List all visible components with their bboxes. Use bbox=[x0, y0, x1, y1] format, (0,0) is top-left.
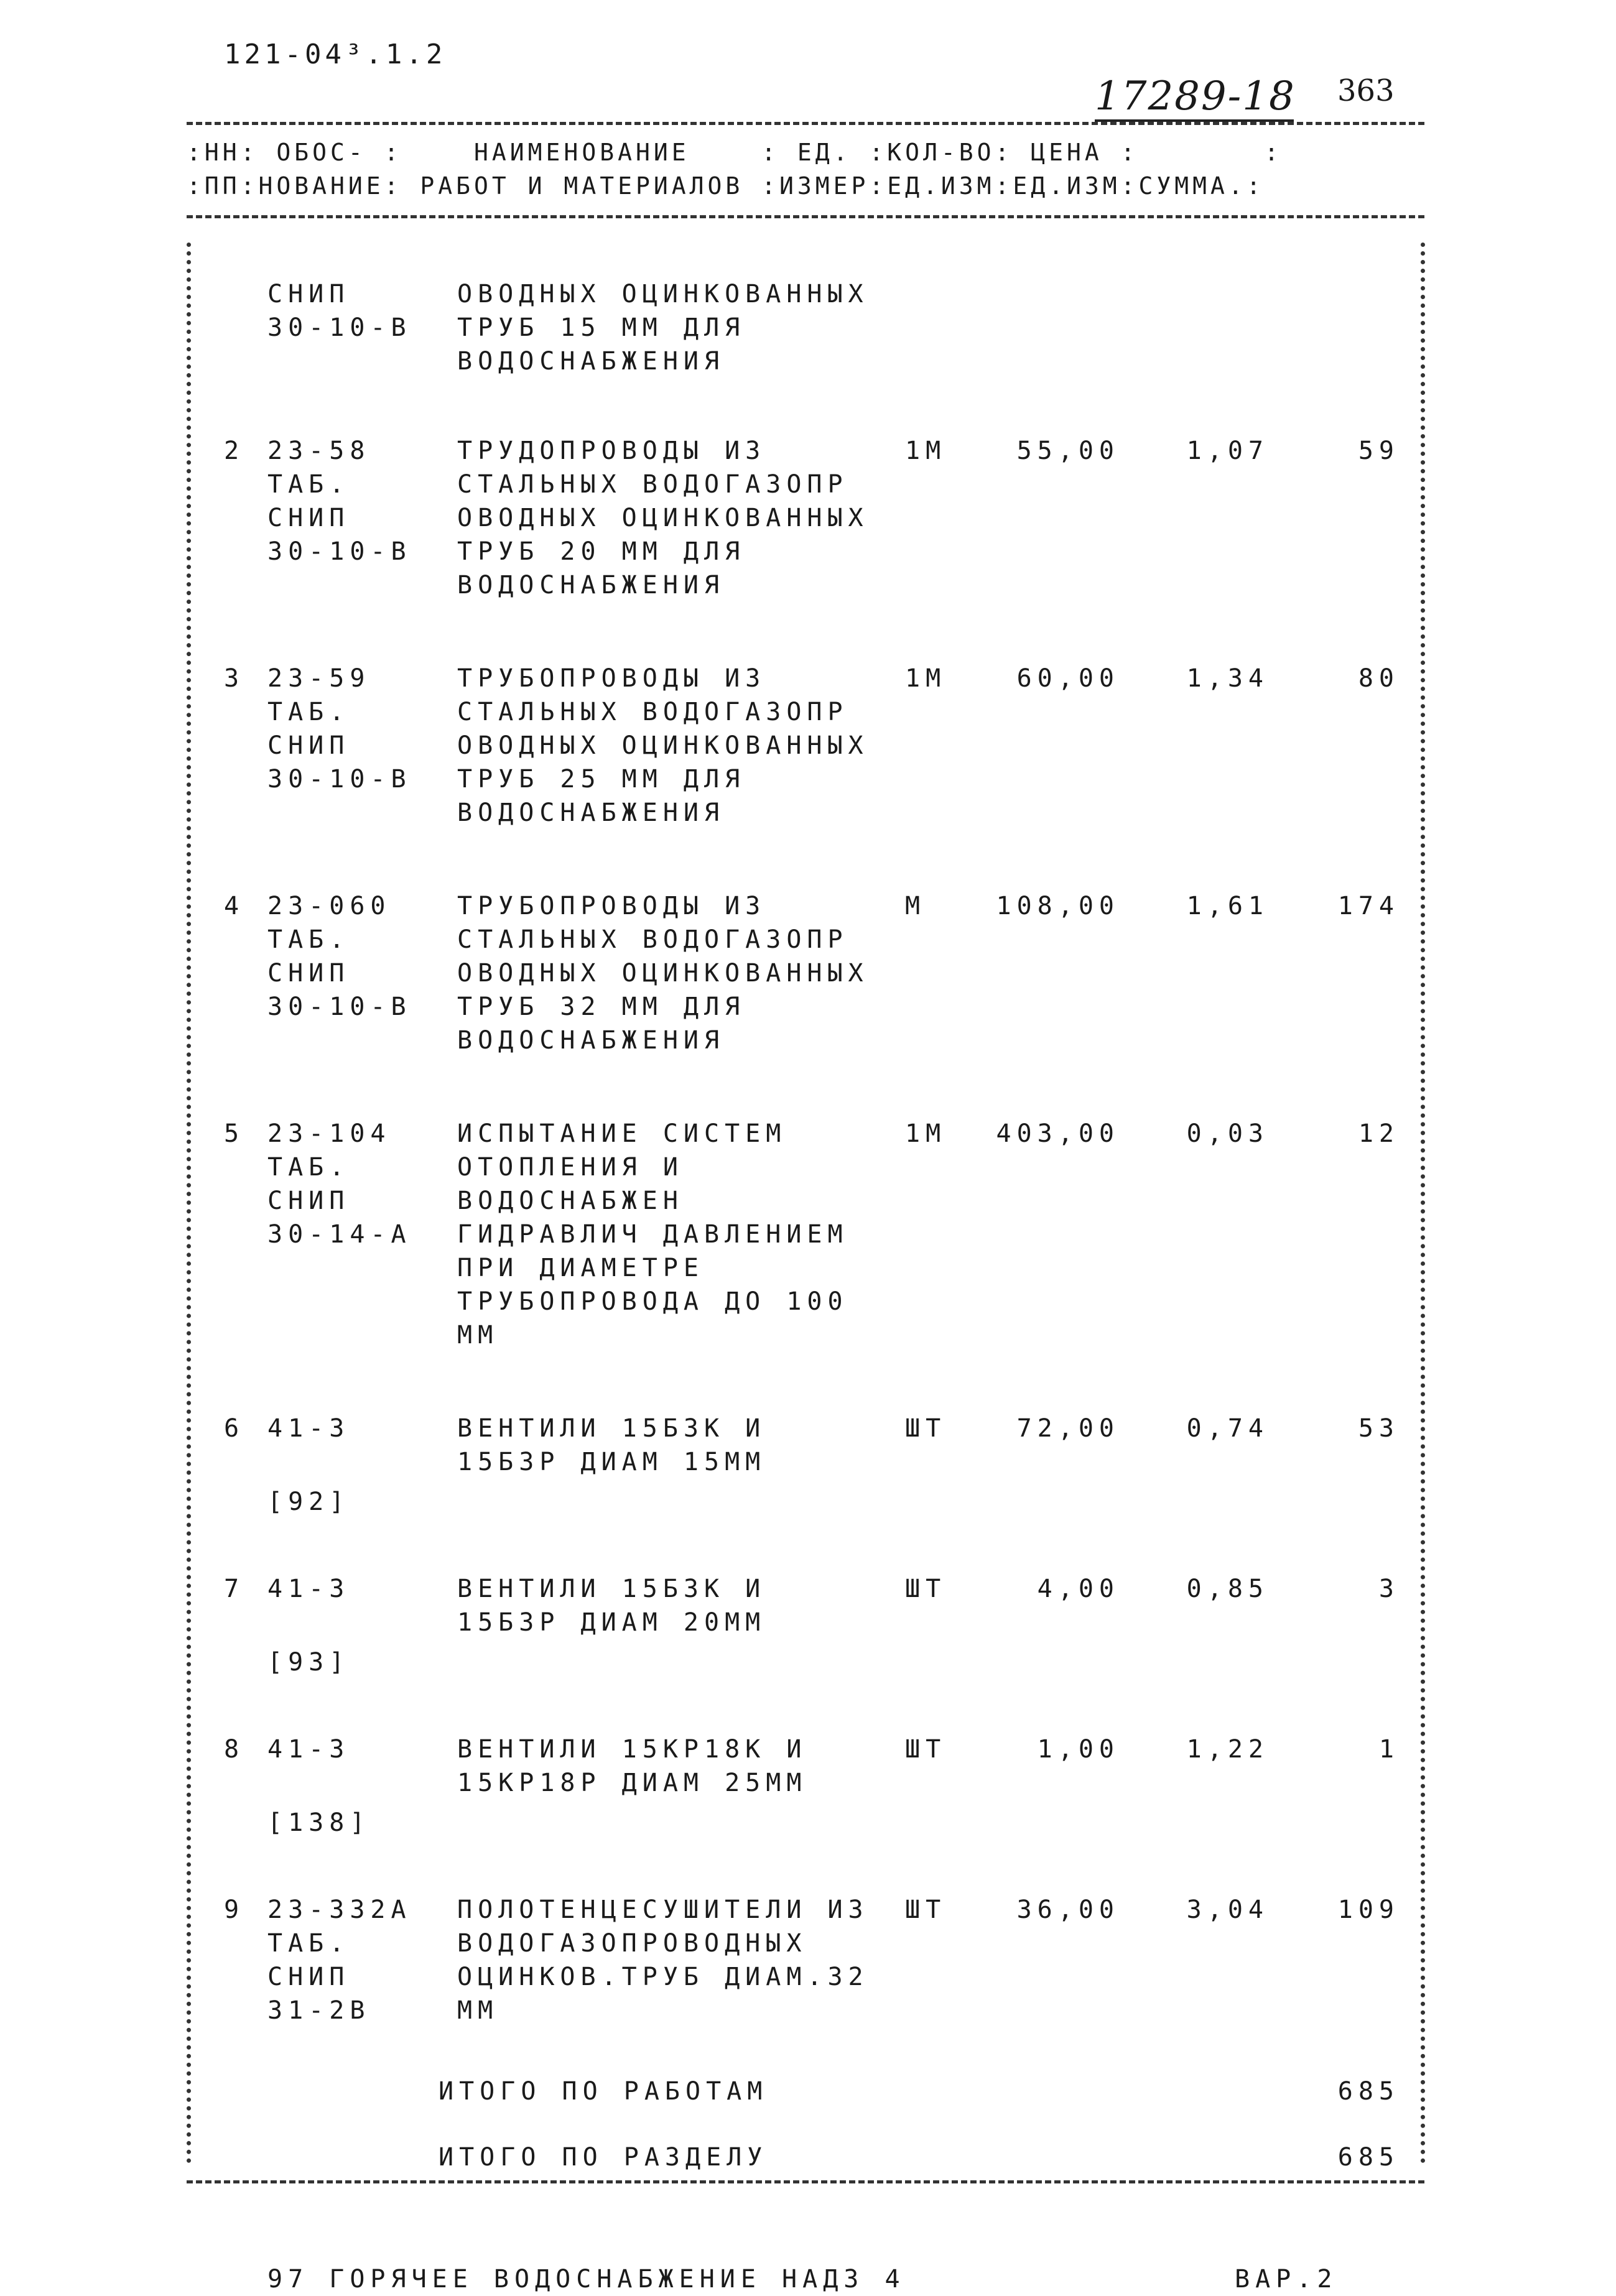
total-label: ИТОГО ПО РАЗДЕЛУ bbox=[439, 2143, 768, 2172]
row-number: 3 bbox=[224, 664, 245, 693]
header-line-1: :НН: ОБОС- : НАИМЕНОВАНИЕ : ЕД. :КОЛ-ВО: ЦЕНА : : bbox=[187, 139, 1283, 166]
basis-line: СНИП bbox=[267, 1963, 350, 1991]
price-cell: 1,61 bbox=[1186, 892, 1269, 920]
page-number: 363 bbox=[1337, 73, 1395, 108]
row-number: 8 bbox=[224, 1735, 245, 1764]
section-title: 97 ГОРЯЧЕЕ ВОДОСНАБЖЕНИЕ НАДЗ 4 bbox=[267, 2265, 906, 2294]
name-line: ПОЛОТЕНЦЕСУШИТЕЛИ ИЗ bbox=[457, 1896, 869, 1924]
basis-line: [138] bbox=[267, 1808, 371, 1837]
document-code: 121-04³.1.2 bbox=[224, 39, 447, 70]
name-line: ВОДОСНАБЖЕНИЯ bbox=[457, 347, 725, 376]
basis-line: 23-58 bbox=[267, 437, 371, 465]
name-line: ВОДОСНАБЖЕН bbox=[457, 1187, 684, 1215]
row-number: 6 bbox=[224, 1414, 245, 1443]
basis-line: СНИП bbox=[267, 280, 350, 308]
price-cell: 1,22 bbox=[1186, 1735, 1269, 1764]
name-line: ОЦИНКОВ.ТРУБ ДИАМ.32 bbox=[457, 1963, 869, 1991]
left-border bbox=[187, 243, 191, 2164]
section-variant: ВАР.2 bbox=[1235, 2265, 1338, 2294]
name-line: ОВОДНЫХ ОЦИНКОВАННЫХ bbox=[457, 504, 869, 532]
name-line: ОТОПЛЕНИЯ И bbox=[457, 1153, 684, 1182]
unit-cell: ШТ bbox=[905, 1896, 947, 1924]
sum-cell: 59 bbox=[1358, 437, 1400, 465]
name-line: 15Б3Р ДИАМ 20ММ bbox=[457, 1608, 766, 1637]
basis-line: 23-59 bbox=[267, 664, 371, 693]
quantity-cell: 108,00 bbox=[996, 892, 1120, 920]
sum-cell: 53 bbox=[1358, 1414, 1400, 1443]
name-line: ВОДОСНАБЖЕНИЯ bbox=[457, 571, 725, 599]
total-label: ИТОГО ПО РАБОТАМ bbox=[439, 2077, 768, 2106]
row-number: 5 bbox=[224, 1119, 245, 1148]
basis-line: 41-3 bbox=[267, 1735, 350, 1764]
name-line: ВЕНТИЛИ 15Б3К И bbox=[457, 1575, 766, 1603]
name-line: ОВОДНЫХ ОЦИНКОВАННЫХ bbox=[457, 959, 869, 988]
basis-line: 41-3 bbox=[267, 1575, 350, 1603]
total-value: 685 bbox=[1337, 2077, 1400, 2106]
row-number: 7 bbox=[224, 1575, 245, 1603]
price-cell: 0,74 bbox=[1186, 1414, 1269, 1443]
row-number: 2 bbox=[224, 437, 245, 465]
name-line: СТАЛЬНЫХ ВОДОГАЗОПР bbox=[457, 925, 848, 954]
footer-rule bbox=[187, 2180, 1424, 2183]
name-line: СТАЛЬНЫХ ВОДОГАЗОПР bbox=[457, 470, 848, 499]
name-line: ТРУБ 25 ММ ДЛЯ bbox=[457, 765, 746, 794]
basis-line: 30-10-В bbox=[267, 537, 412, 566]
unit-cell: 1М bbox=[905, 1119, 947, 1148]
basis-line: СНИП bbox=[267, 504, 350, 532]
basis-line: ТАБ. bbox=[267, 698, 350, 726]
name-line: ММ bbox=[457, 1321, 499, 1349]
basis-line: 23-104 bbox=[267, 1119, 391, 1148]
unit-cell: ШТ bbox=[905, 1575, 947, 1603]
header-line-2: :ПП:НОВАНИЕ: РАБОТ И МАТЕРИАЛОВ :ИЗМЕР:ЕД.ИЗМ:ЕД.ИЗМ:СУММА.: bbox=[187, 172, 1265, 200]
name-line: ММ bbox=[457, 1996, 499, 2025]
name-line: ТРУБ 20 ММ ДЛЯ bbox=[457, 537, 746, 566]
sum-cell: 3 bbox=[1378, 1575, 1400, 1603]
name-line: ТРУБОПРОВОДЫ ИЗ bbox=[457, 892, 766, 920]
basis-line: ТАБ. bbox=[267, 1929, 350, 1958]
basis-line: 31-2В bbox=[267, 1996, 371, 2025]
quantity-cell: 36,00 bbox=[1016, 1896, 1120, 1924]
basis-line: [92] bbox=[267, 1488, 350, 1516]
sum-cell: 80 bbox=[1358, 664, 1400, 693]
header-bottom-rule bbox=[187, 215, 1424, 218]
basis-line: 30-10-В bbox=[267, 993, 412, 1021]
header-top-rule bbox=[187, 122, 1424, 125]
name-line: ИСПЫТАНИЕ СИСТЕМ bbox=[457, 1119, 787, 1148]
quantity-cell: 55,00 bbox=[1016, 437, 1120, 465]
handwritten-number: 17289-18 bbox=[1095, 73, 1296, 119]
name-line: ТРУБ 15 ММ ДЛЯ bbox=[457, 313, 746, 342]
name-line: 15КР18Р ДИАМ 25ММ bbox=[457, 1769, 807, 1797]
basis-line: 30-14-А bbox=[267, 1220, 412, 1249]
name-line: ТРУДОПРОВОДЫ ИЗ bbox=[457, 437, 766, 465]
row-number: 4 bbox=[224, 892, 245, 920]
unit-cell: ШТ bbox=[905, 1414, 947, 1443]
name-line: СТАЛЬНЫХ ВОДОГАЗОПР bbox=[457, 698, 848, 726]
quantity-cell: 60,00 bbox=[1016, 664, 1120, 693]
basis-line: 23-332А bbox=[267, 1896, 412, 1924]
quantity-cell: 4,00 bbox=[1037, 1575, 1120, 1603]
total-value: 685 bbox=[1337, 2143, 1400, 2172]
basis-line: [93] bbox=[267, 1648, 350, 1677]
price-cell: 0,85 bbox=[1186, 1575, 1269, 1603]
basis-line: ТАБ. bbox=[267, 470, 350, 499]
basis-line: ТАБ. bbox=[267, 925, 350, 954]
name-line: ВЕНТИЛИ 15КР18К И bbox=[457, 1735, 807, 1764]
right-border bbox=[1421, 243, 1425, 2164]
basis-line: СНИП bbox=[267, 1187, 350, 1215]
price-cell: 1,34 bbox=[1186, 664, 1269, 693]
name-line: ОВОДНЫХ ОЦИНКОВАННЫХ bbox=[457, 280, 869, 308]
quantity-cell: 403,00 bbox=[996, 1119, 1120, 1148]
unit-cell: ШТ bbox=[905, 1735, 947, 1764]
quantity-cell: 72,00 bbox=[1016, 1414, 1120, 1443]
basis-line: ТАБ. bbox=[267, 1153, 350, 1182]
quantity-cell: 1,00 bbox=[1037, 1735, 1120, 1764]
name-line: ВОДОСНАБЖЕНИЯ bbox=[457, 799, 725, 827]
price-cell: 1,07 bbox=[1186, 437, 1269, 465]
row-number: 9 bbox=[224, 1896, 245, 1924]
sum-cell: 1 bbox=[1378, 1735, 1400, 1764]
name-line: ВОДОСНАБЖЕНИЯ bbox=[457, 1026, 725, 1055]
basis-line: 30-10-В bbox=[267, 765, 412, 794]
name-line: ТРУБОПРОВОДА ДО 100 bbox=[457, 1287, 848, 1316]
name-line: ВЕНТИЛИ 15Б3К И bbox=[457, 1414, 766, 1443]
basis-line: 23-060 bbox=[267, 892, 391, 920]
sum-cell: 12 bbox=[1358, 1119, 1400, 1148]
name-line: ГИДРАВЛИЧ ДАВЛЕНИЕМ bbox=[457, 1220, 848, 1249]
name-line: ТРУБ 32 ММ ДЛЯ bbox=[457, 993, 746, 1021]
unit-cell: М bbox=[905, 892, 926, 920]
basis-line: 41-3 bbox=[267, 1414, 350, 1443]
name-line: ВОДОГАЗОПРОВОДНЫХ bbox=[457, 1929, 807, 1958]
sum-cell: 109 bbox=[1337, 1896, 1400, 1924]
name-line: ОВОДНЫХ ОЦИНКОВАННЫХ bbox=[457, 731, 869, 760]
name-line: ПРИ ДИАМЕТРЕ bbox=[457, 1254, 704, 1282]
basis-line: СНИП bbox=[267, 731, 350, 760]
basis-line: 30-10-В bbox=[267, 313, 412, 342]
unit-cell: 1М bbox=[905, 437, 947, 465]
name-line: ТРУБОПРОВОДЫ ИЗ bbox=[457, 664, 766, 693]
price-cell: 3,04 bbox=[1186, 1896, 1269, 1924]
name-line: 15Б3Р ДИАМ 15ММ bbox=[457, 1448, 766, 1476]
sum-cell: 174 bbox=[1337, 892, 1400, 920]
unit-cell: 1М bbox=[905, 664, 947, 693]
basis-line: СНИП bbox=[267, 959, 350, 988]
price-cell: 0,03 bbox=[1186, 1119, 1269, 1148]
